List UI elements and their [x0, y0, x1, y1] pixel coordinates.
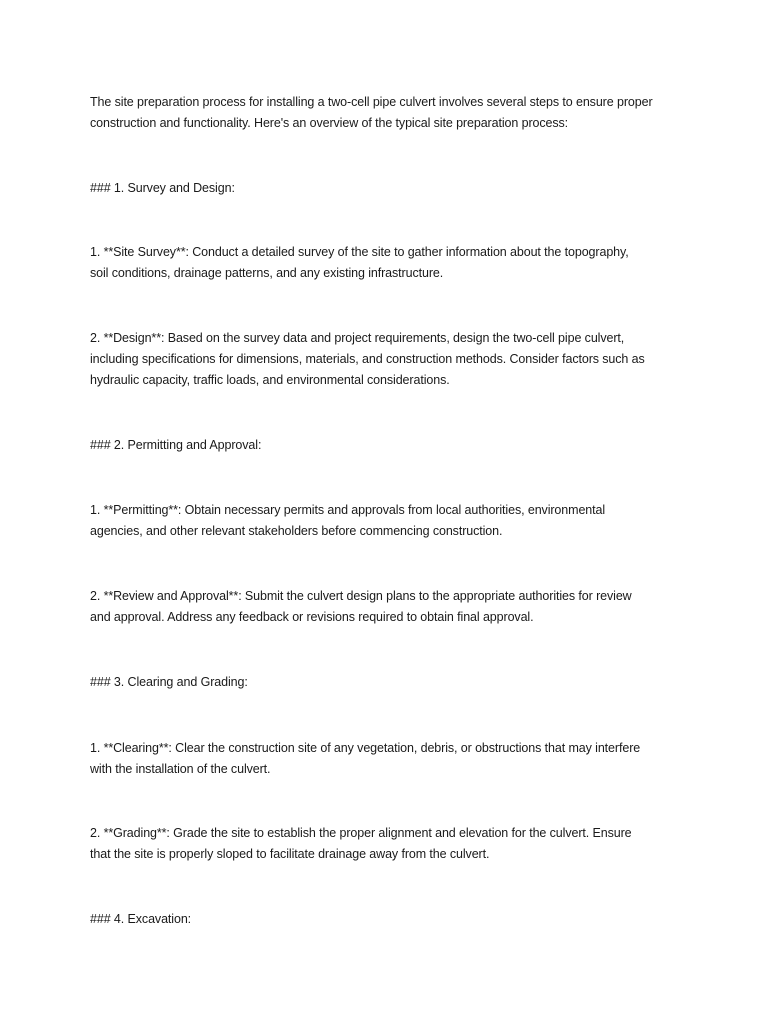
text-line: construction and functionality. Here's an overview of the typical site preparation process:: [90, 116, 569, 130]
heading-text: ### 2. Permitting and Approval:: [90, 438, 262, 452]
text-line: 1. **Permitting**: Obtain necessary permits and approvals from local authorities, environmental: [90, 503, 606, 517]
text-line: and approval. Address any feedback or revisions required to obtain final approval.: [90, 610, 534, 624]
list-item: [90, 242, 690, 284]
text-line: 1. **Site Survey**: Conduct a detailed survey of the site to gather information about the topography,: [90, 245, 629, 259]
text-line: hydraulic capacity, traffic loads, and environmental considerations.: [90, 373, 450, 387]
section-heading: [90, 178, 690, 199]
text-line: soil conditions, drainage patterns, and any existing infrastructure.: [90, 266, 444, 280]
text-line: agencies, and other relevant stakeholders before commencing construction.: [90, 524, 503, 538]
list-item: [90, 823, 690, 865]
text-line: including specifications for dimensions, materials, and construction methods. Consider factors such as: [90, 352, 645, 366]
text-line: 2. **Design**: Based on the survey data and project requirements, design the two-cell pipe culvert,: [90, 331, 625, 345]
text-line: The site preparation process for installing a two-cell pipe culvert involves several steps to ensure proper: [90, 95, 653, 109]
list-item: [90, 328, 690, 391]
intro-paragraph: [90, 92, 690, 134]
section-heading: [90, 672, 690, 693]
heading-text: ### 3. Clearing and Grading:: [90, 675, 248, 689]
text-line: that the site is properly sloped to facilitate drainage away from the culvert.: [90, 847, 490, 861]
text-line: with the installation of the culvert.: [90, 762, 271, 776]
text-line: 1. **Clearing**: Clear the construction site of any vegetation, debris, or obstructions that may interfere: [90, 741, 641, 755]
list-item: [90, 500, 690, 542]
section-heading: [90, 909, 690, 930]
heading-text: ### 4. Excavation:: [90, 912, 192, 926]
list-item: [90, 586, 690, 628]
text-line: 2. **Grading**: Grade the site to establish the proper alignment and elevation for the culvert. Ensure: [90, 826, 632, 840]
list-item: [90, 738, 690, 780]
text-line: 2. **Review and Approval**: Submit the culvert design plans to the appropriate authorities for review: [90, 589, 632, 603]
section-heading: [90, 435, 690, 456]
heading-text: ### 1. Survey and Design:: [90, 181, 235, 195]
